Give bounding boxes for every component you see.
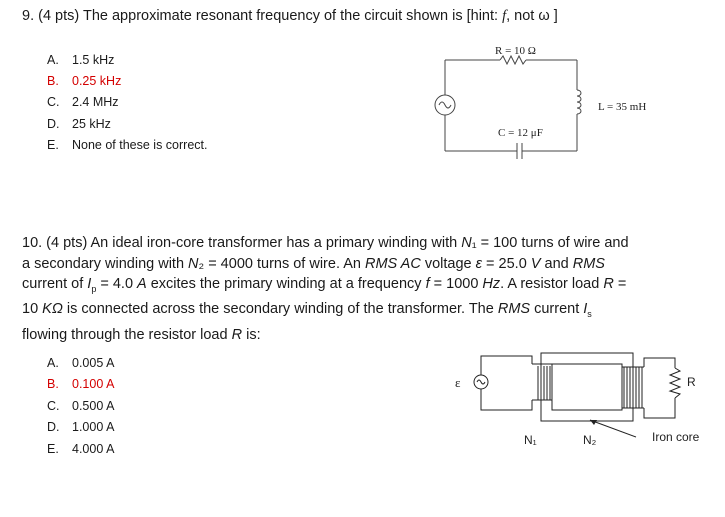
option-letter: B. (47, 74, 59, 88)
transformer-diagram (440, 340, 720, 460)
resistor-symbol (670, 368, 680, 398)
option-letter: D. (47, 420, 60, 434)
option-text: 0.100 A (72, 377, 115, 391)
option-text: 0.005 A (72, 356, 115, 370)
q9-hint-omega: ω (538, 8, 550, 24)
option-text: 25 kHz (72, 117, 111, 131)
inductor-symbol (577, 90, 581, 114)
q10-option-e[interactable] (47, 442, 114, 457)
option-text: 1.5 kHz (72, 53, 115, 67)
q9-prefix: 9. (4 pts) The approximate resonant frequency of the circuit shown is [hint: (22, 8, 503, 24)
iron-core (541, 353, 633, 421)
option-letter: D. (47, 117, 60, 131)
resistor-label: R = 10 Ω (495, 45, 536, 57)
rlc-circuit-diagram (420, 40, 647, 170)
option-letter: A. (47, 356, 59, 370)
option-letter: C. (47, 399, 60, 413)
option-text: 0.25 kHz (72, 74, 122, 88)
q9-option-c[interactable] (47, 95, 119, 110)
q9-option-e[interactable] (47, 138, 207, 153)
option-letter: A. (47, 53, 59, 67)
secondary-label: N₂ (583, 433, 597, 447)
emf-label: ε (455, 375, 461, 390)
secondary-winding (622, 367, 644, 408)
option-text: 1.000 A (72, 420, 115, 434)
option-text: None of these is correct. (72, 138, 208, 152)
capacitor-label: C = 12 μF (498, 127, 543, 139)
inductor-label: L = 35 mH (598, 101, 647, 113)
primary-winding (532, 364, 552, 400)
resistor-label: R (687, 375, 696, 389)
option-text: 0.500 A (72, 399, 115, 413)
q10-option-c[interactable] (47, 399, 114, 414)
q9-option-b[interactable] (47, 74, 121, 89)
option-letter: C. (47, 95, 60, 109)
q9-question-text (22, 6, 558, 26)
core-pointer (590, 420, 636, 437)
q10-option-d[interactable] (47, 420, 114, 435)
option-text: 4.000 A (72, 442, 115, 456)
iron-core-label: Iron core (652, 430, 700, 444)
resistor-symbol (500, 56, 526, 64)
q10-option-b[interactable] (47, 377, 114, 392)
q10-question-text: 10. (4 pts) An ideal iron-core transformer has a primary winding with N₁ = 100 turns of wire and a secondary winding with N₂ = 4000 turns of wire. An RMS AC voltage ε = 25.0 V and RMS current of $I_p = 4.0$ A excites the primary winding at a frequency f = 1000 Hz. A resistor load R = 10 KΩ is connected across the secondary winding of the transformer. The RMS current $I_s$ flowing through the resistor load R is: (22, 235, 629, 343)
option-letter: E. (47, 138, 59, 152)
q10-option-a[interactable] (47, 356, 114, 371)
q9-hint-mid: , not (506, 8, 539, 24)
q9-hint-f: f (502, 8, 507, 24)
option-letter: E. (47, 442, 59, 456)
q9-option-a[interactable] (47, 53, 114, 68)
option-letter: B. (47, 377, 59, 391)
q9-option-d[interactable] (47, 117, 111, 132)
primary-label: N₁ (524, 433, 537, 447)
option-text: 2.4 MHz (72, 95, 119, 109)
q9-suffix: ] (549, 8, 558, 24)
